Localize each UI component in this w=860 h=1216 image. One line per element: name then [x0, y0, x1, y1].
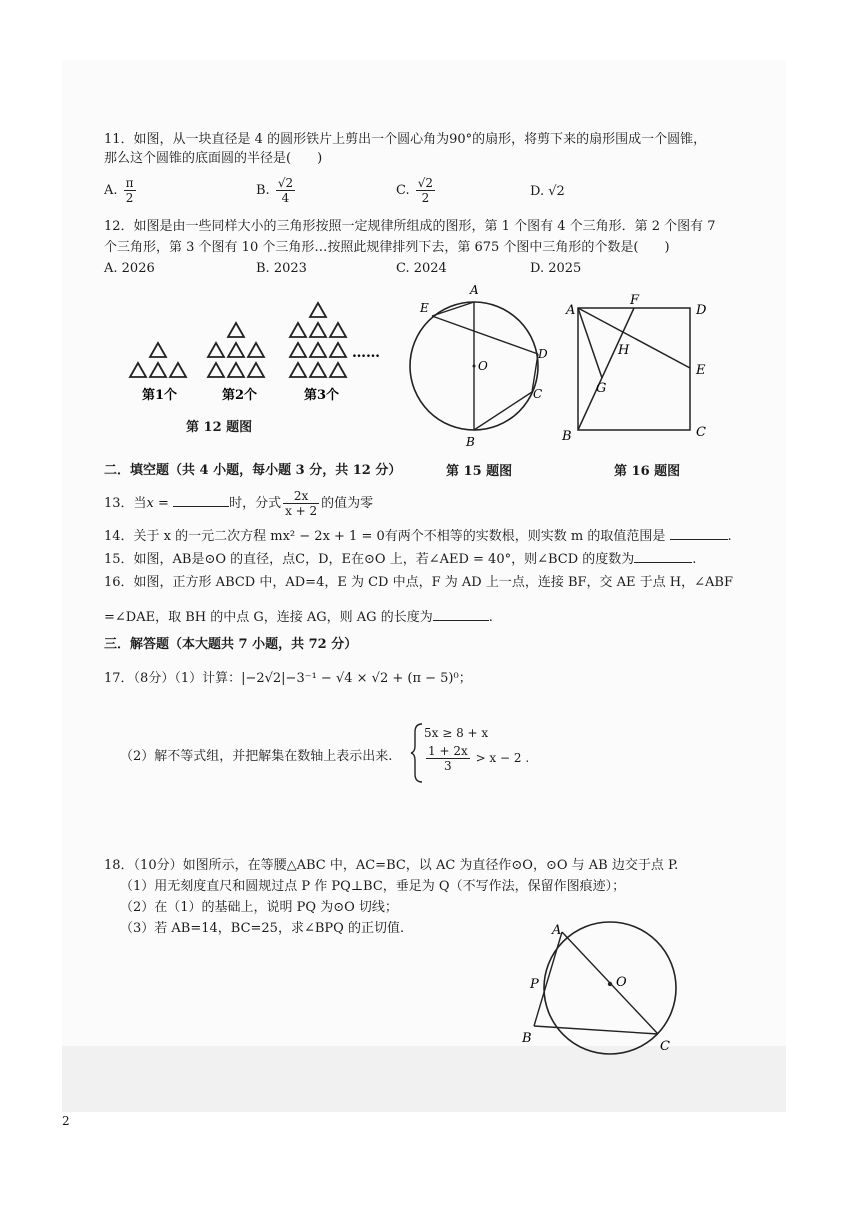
fig16-label-e: E [696, 363, 706, 378]
fig16-label-d: D [696, 303, 707, 318]
fig12-label-2: 第2个 [222, 388, 258, 403]
q11-option-c: C. $\frac{√2}{2}$ [396, 176, 434, 205]
page-number: 2 [62, 1114, 70, 1128]
fig18-label-a: A [552, 923, 562, 938]
fig12-triangle [228, 323, 244, 337]
q18-line2: （1）用无刻度直尺和圆规过点 P 作 PQ⊥BC，垂足为 Q（不写作法，保留作图痕迹）； [120, 879, 626, 894]
fig12-triangle [228, 343, 244, 357]
q12-line2: 个三角形，第 3 个图有 10 个三角形…按照此规律排列下去，第 675 个图中三角形的个数是( ) [104, 240, 670, 255]
q13: 13．当x = 时，分式 $\frac{2x}{x + 2}$ 的值为零 [104, 489, 374, 518]
q11-line2: 那么这个圆锥的底面圆的半径是( ) [104, 151, 323, 166]
fig12-triangle [208, 343, 224, 357]
q17-brace-icon [410, 722, 424, 784]
q15: 15．如图，AB是⊙O 的直径，点C，D，E在⊙O 上，若∠AED = 40°，则∠BCD 的度数为 . [104, 552, 697, 567]
fig12-triangle [208, 363, 224, 377]
fig16-label-h: H [618, 343, 630, 358]
q11-option-b: B. $\frac{√2}{4}$ [256, 176, 294, 205]
fig15-chord-ed [432, 316, 538, 354]
q16-line1: 16．如图，正方形 ABCD 中，AD=4，E 为 CD 中点，F 为 AD 上一点，连接 BF，交 AE 于点 H，∠ABF [104, 575, 733, 590]
fig12-triangle [310, 323, 326, 337]
fig15-label-e: E [420, 301, 429, 315]
caption-12: 第 12 题图 [186, 420, 253, 435]
q12-option-a: A. 2026 [104, 261, 155, 276]
fig12-triangle [150, 343, 166, 357]
fig15-label-c: C [533, 387, 543, 401]
fig12-triangle [330, 343, 346, 357]
figure-15 [408, 278, 558, 458]
q17-inequality-1: 5x ≥ 8 + x [424, 726, 489, 740]
fig12-triangle [248, 363, 264, 377]
fig18-label-c: C [660, 1039, 670, 1054]
fig12-label-1: 第1个 [142, 388, 178, 403]
fig16-label-f: F [630, 293, 640, 308]
fig12-triangle [310, 343, 326, 357]
figure-18 [516, 918, 706, 1058]
fig12-ellipsis: …… [352, 345, 380, 361]
q18-line1: 18．（10分）如图所示，在等腰△ABC 中，AC=BC，以 AC 为直径作⊙O，⊙O 与 AB 边交于点 P. [104, 858, 679, 873]
q17-part1: 17．（8分）（1）计算：|−2√2|−3⁻¹ − √4 × √2 + (π − 5)⁰； [104, 671, 472, 686]
fig18-label-b: B [522, 1031, 532, 1046]
fig12-triangle [330, 323, 346, 337]
fig12-triangle [310, 303, 326, 317]
caption-15: 第 15 题图 [446, 464, 513, 479]
q11-option-a: A. $\frac{\pi}{2}$ [104, 176, 134, 205]
q17-part2: （2）解不等式组，并把解集在数轴上表示出来. [120, 749, 393, 764]
fig18-label-p: P [530, 977, 539, 992]
q12-option-c: C. 2024 [396, 261, 447, 276]
fig15-label-b: B [466, 435, 475, 449]
q14: 14．关于 x 的一元二次方程 mx² − 2x + 1 = 0有两个不相等的实数根，则实数 m 的取值范围是 . [104, 529, 732, 544]
caption-16: 第 16 题图 [614, 464, 681, 479]
fig12-triangle [290, 343, 306, 357]
fig16-label-c: C [696, 425, 706, 440]
q12-line1: 12．如图是由一些同样大小的三角形按照一定规律所组成的图形，第 1 个图有 4 个三角形．第 2 个图有 7 [104, 219, 716, 234]
fig12-triangle [228, 363, 244, 377]
fig12-triangle [150, 363, 166, 377]
fig16-line-bf [578, 308, 634, 430]
q11-line1: 11．如图，从一块直径是 4 的圆形铁片上剪出一个圆心角为90°的扇形，将剪下来的扇形围成一个圆锥， [104, 132, 707, 147]
fig16-square [578, 308, 690, 430]
fig12-triangle [290, 323, 306, 337]
q16-line2: =∠DAE，取 BH 的中点 G，连接 AG，则 AG 的长度为 . [104, 610, 493, 625]
q12-option-b: B. 2023 [256, 261, 307, 276]
fig12-triangle [330, 363, 346, 377]
fig15-label-o: O [478, 359, 488, 373]
fig18-center-dot [608, 982, 612, 986]
fig12-triangle [248, 343, 264, 357]
q11-option-d: D. √2 [530, 184, 565, 199]
fig15-chord-ea [432, 302, 474, 316]
fig18-label-o: O [616, 975, 627, 990]
fig15-chord-cb [474, 392, 532, 430]
q12-option-d: D. 2025 [530, 261, 582, 276]
q18-line3: （2）在（1）的基础上，说明 PQ 为⊙O 切线； [120, 900, 398, 915]
fig12-label-3: 第3个 [304, 388, 340, 403]
fig16-label-g: G [596, 381, 607, 396]
figure-12 [120, 295, 380, 415]
fig15-center-dot [473, 365, 476, 368]
fig12-triangle [130, 363, 146, 377]
fig12-triangle [170, 363, 186, 377]
fig16-label-b: B [562, 429, 572, 444]
figure-16 [556, 292, 726, 452]
q17-inequality-2: $\frac{1 + 2x}{3}$ > x − 2 . [428, 744, 530, 773]
fig15-label-d: D [538, 347, 548, 361]
section-2-heading: 二．填空题（共 4 小题，每小题 3 分，共 12 分） [104, 463, 402, 478]
fig12-triangle [290, 363, 306, 377]
fig16-label-a: A [566, 303, 576, 318]
fig18-side-bc [534, 1026, 658, 1034]
q18-line4: （3）若 AB=14，BC=25，求∠BPQ 的正切值. [120, 921, 405, 936]
section-3-heading: 三．解答题（本大题共 7 小题，共 72 分） [104, 637, 358, 652]
fig15-label-a: A [470, 283, 479, 297]
fig12-triangle [310, 363, 326, 377]
